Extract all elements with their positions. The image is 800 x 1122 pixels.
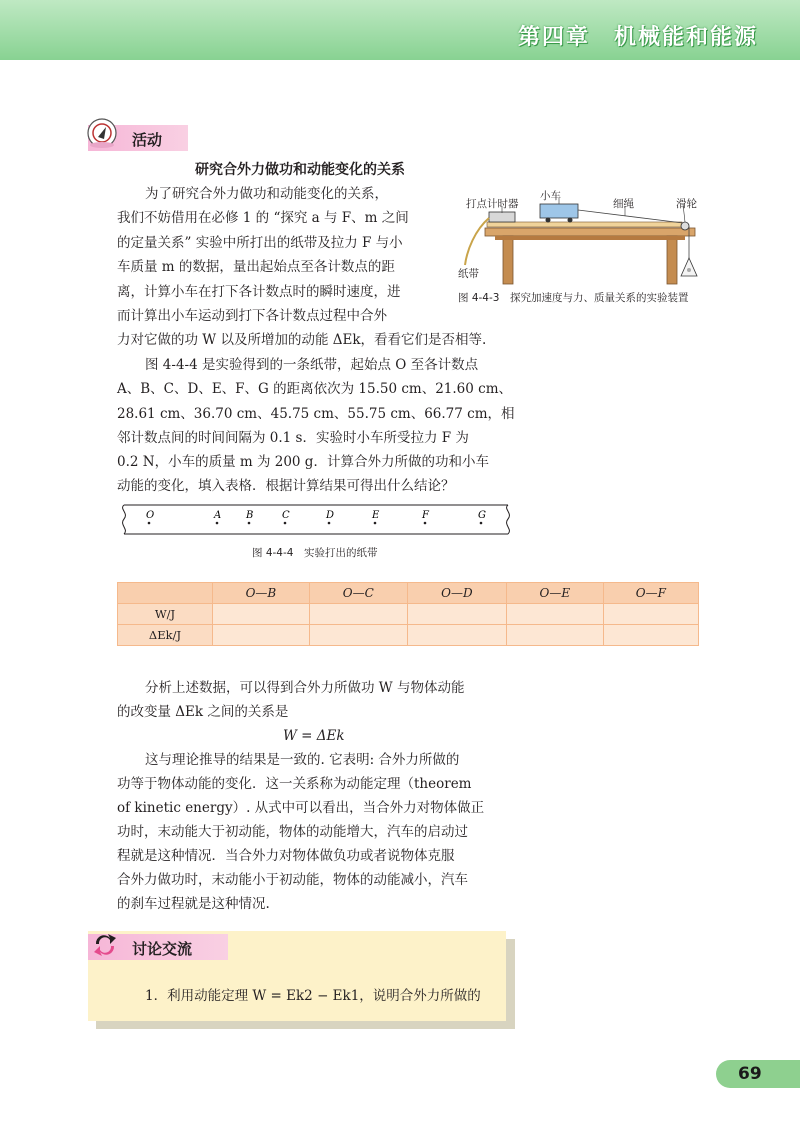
row-header-work: W/J <box>118 604 213 625</box>
lab-table-top <box>485 228 695 236</box>
table-row <box>118 625 699 646</box>
label-rope: 细绳 <box>613 198 634 210</box>
exchange-arrows-icon <box>90 930 120 958</box>
figure-4-4-4-caption: 图 4-4-4 实验打出的纸带 <box>252 547 378 559</box>
column-header: O—D <box>407 583 506 604</box>
pulley <box>681 222 689 230</box>
table-header-row <box>118 583 699 604</box>
label-tape: 纸带 <box>458 268 479 280</box>
row-header-energy: ΔEk/J <box>118 625 213 646</box>
magnifier-icon <box>84 115 120 151</box>
figure-4-4-3-caption: 图 4-4-3 探究加速度与力、质量关系的实验装置 <box>458 292 689 304</box>
tape-point-label: F <box>422 510 429 521</box>
column-header: O—E <box>507 583 604 604</box>
header-bar <box>0 0 800 60</box>
tape-dot <box>284 522 287 525</box>
label-cart: 小车 <box>540 190 561 202</box>
paper-tape-figure <box>118 503 512 536</box>
activity-title: 研究合外力做功和动能变化的关系 <box>195 162 405 178</box>
tape-dot <box>216 522 219 525</box>
tape-point-label: O <box>146 510 155 521</box>
track-board <box>487 222 682 227</box>
discussion-label: 讨论交流 <box>132 940 193 958</box>
formula: W = ΔEk <box>283 728 345 744</box>
paper-tape <box>465 218 489 265</box>
activity-label: 活动 <box>132 131 163 149</box>
tape-dot <box>328 522 331 525</box>
lab-table-leg-left <box>503 236 513 284</box>
chapter-title: 第四章 机械能和能源 <box>517 25 758 50</box>
discussion-item-1: 1．利用动能定理 W = Ek2 − Ek1，说明合外力所做的 <box>145 988 481 1004</box>
timer-device <box>489 212 515 222</box>
tape-point-label: D <box>326 510 335 521</box>
discussion-tab <box>88 934 228 960</box>
tape-point-label: C <box>282 510 290 521</box>
tape-dot <box>374 522 377 525</box>
tape-dot <box>480 522 483 525</box>
lab-table-leg-right <box>667 236 677 284</box>
tape-dot <box>424 522 427 525</box>
label-timer: 打点计时器 <box>466 198 519 210</box>
hanging-weight <box>681 258 697 276</box>
label-pulley: 滑轮 <box>676 198 697 210</box>
tape-point-label: G <box>478 510 486 521</box>
cart <box>540 204 578 218</box>
rope <box>578 210 683 223</box>
results-table <box>117 582 699 646</box>
tape-point-label: E <box>372 510 380 521</box>
tape-dot <box>148 522 151 525</box>
page-number: 69 <box>716 1060 800 1088</box>
tape-dot <box>248 522 251 525</box>
tape-point-label: A <box>214 510 222 521</box>
activity-tab <box>88 125 188 151</box>
tape-point-label: B <box>246 510 254 521</box>
column-header: O—B <box>213 583 310 604</box>
table-row <box>118 604 699 625</box>
column-header: O—C <box>309 583 407 604</box>
column-header: O—F <box>603 583 698 604</box>
